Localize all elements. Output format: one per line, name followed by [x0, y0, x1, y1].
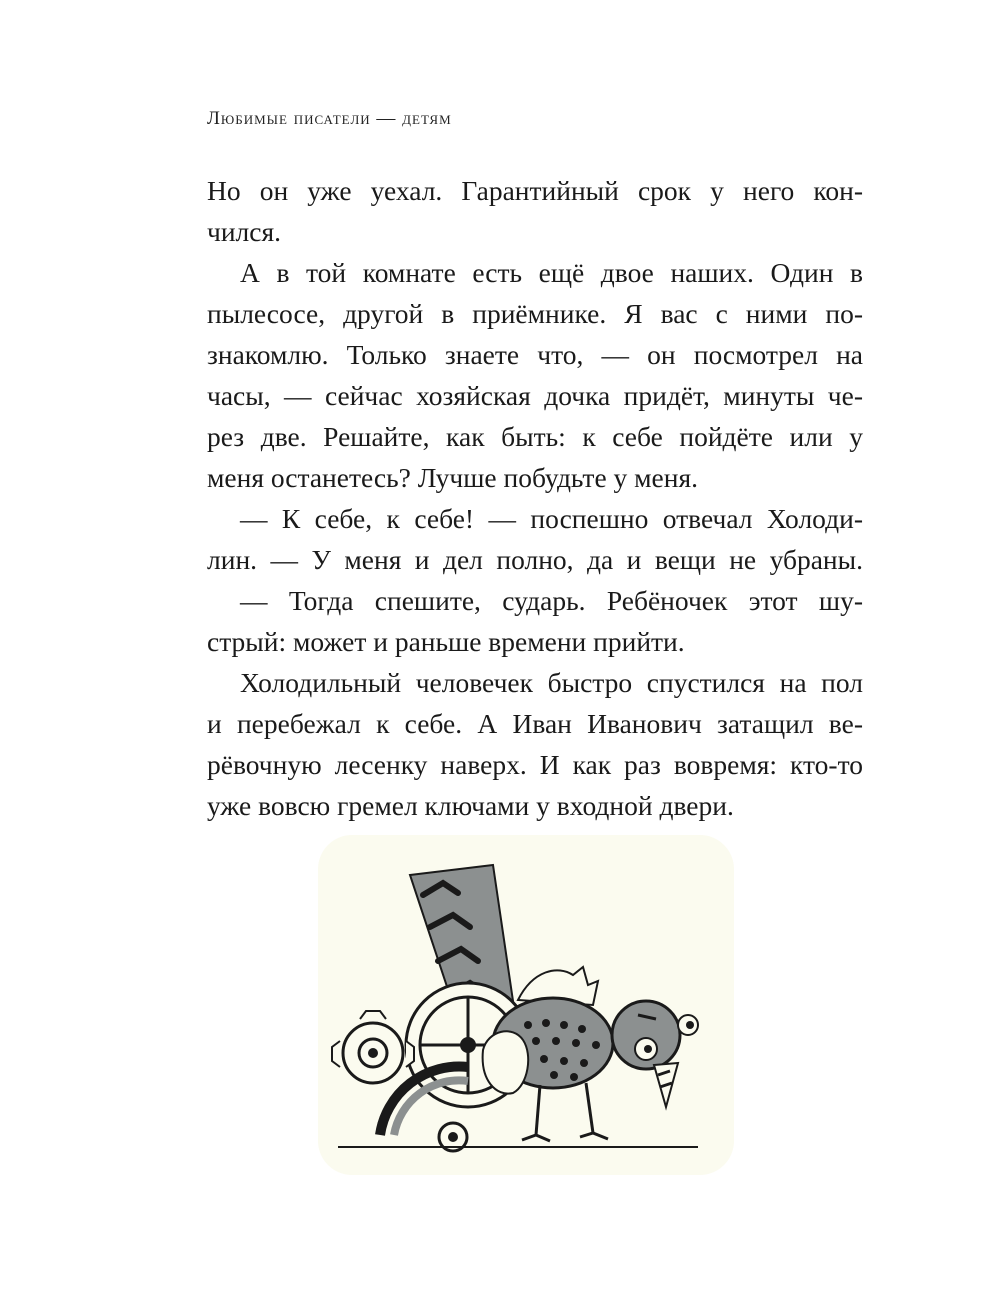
text-line: рёвочную лесенку наверх. И как раз вовремя: кто-то: [207, 749, 863, 780]
text-line: знакомлю. Только знаете что, — он посмотрел на: [207, 339, 863, 370]
text-line: Но он уже уехал. Гарантийный срок у него кон-: [207, 175, 863, 206]
text-line: А в той комнате есть ещё двое наших. Один в: [240, 257, 863, 288]
text-line: часы, — сейчас хозяйская дочка придёт, минуты че-: [207, 380, 863, 411]
text-line: пылесосе, другой в приёмнике. Я вас с ними по-: [207, 298, 863, 329]
text-line: меня останетесь? Лучше побудьте у меня.: [207, 462, 698, 493]
text-line: уже вовсю гремел ключами у входной двери.: [207, 790, 734, 821]
beak: [654, 1063, 678, 1107]
small-gear-icon: [332, 1011, 414, 1083]
bird-with-gears-illustration: [318, 835, 734, 1175]
running-head: Любимые писатели — детям: [207, 108, 452, 129]
text-line: чился.: [207, 216, 282, 247]
body-text: [207, 170, 863, 826]
text-line: стрый: может и раньше времени прийти.: [207, 626, 685, 657]
bird-legs: [522, 1083, 608, 1141]
bird-head: [612, 1001, 698, 1069]
text-line: — К себе, к себе! — поспешно отвечал Холоди-: [240, 503, 863, 534]
text-line: и перебежал к себе. А Иван Иванович затащил ве-: [207, 708, 863, 739]
text-line: рез две. Решайте, как быть: к себе пойдёте или у: [207, 421, 863, 452]
chest-patch: [483, 1031, 529, 1093]
text-line: — Тогда спешите, сударь. Ребёночек этот шу-: [240, 585, 863, 616]
text-line: Холодильный человечек быстро спустился на пол: [240, 667, 863, 698]
text-line: лин. — У меня и дел полно, да и вещи не убраны.: [207, 544, 863, 575]
